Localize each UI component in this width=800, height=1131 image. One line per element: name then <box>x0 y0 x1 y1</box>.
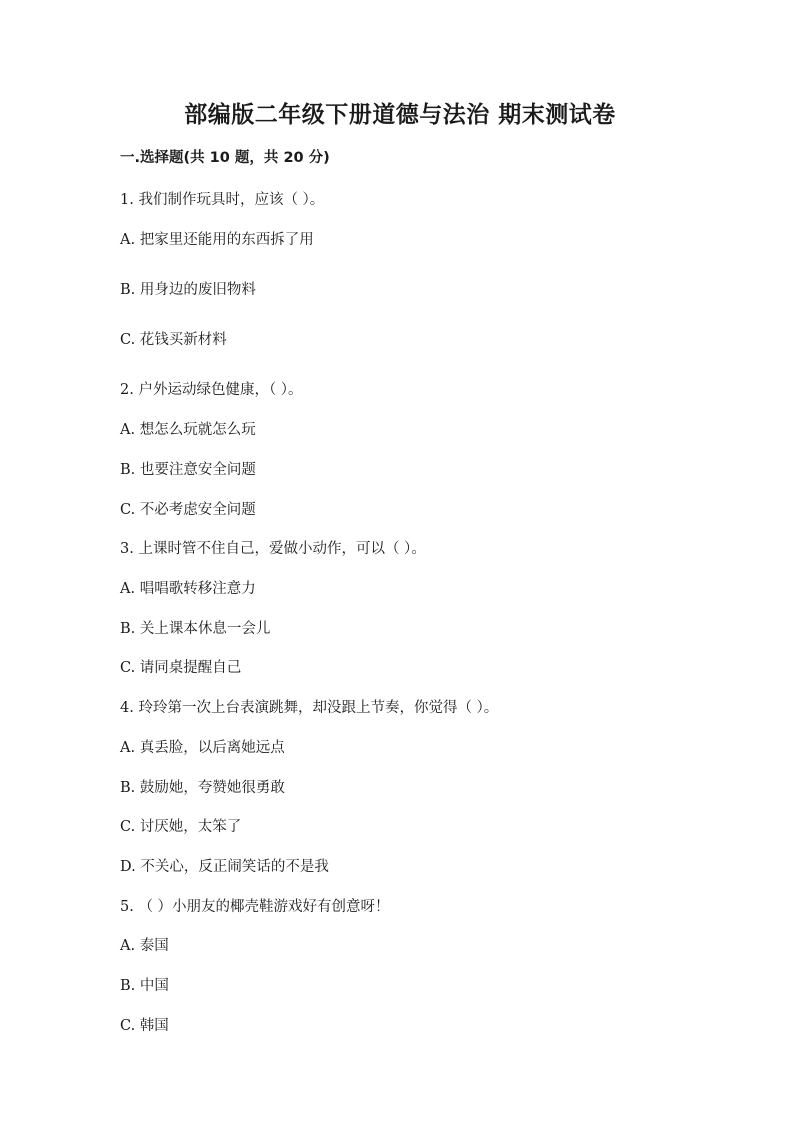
option-c: C. 花钱买新材料 <box>120 332 227 348</box>
option-a: A. 把家里还能用的东西拆了用 <box>120 232 314 248</box>
option-c: C. 请同桌提醒自己 <box>120 660 242 676</box>
question-stem: 2. 户外运动绿色健康，（ ）。 <box>120 382 303 398</box>
question-stem: 5. （ ）小朋友的椰壳鞋游戏好有创意呀！ <box>120 899 390 915</box>
option-a: A. 想怎么玩就怎么玩 <box>120 422 256 438</box>
option-c: C. 韩国 <box>120 1018 169 1034</box>
question-stem: 1. 我们制作玩具时，应该（ ）。 <box>120 192 325 208</box>
question-stem: 3. 上课时管不住自己，爱做小动作，可以（ ）。 <box>120 541 426 557</box>
option-b: B. 鼓励她，夸赞她很勇敢 <box>120 780 285 796</box>
option-a: A. 泰国 <box>120 938 169 954</box>
option-b: B. 也要注意安全问题 <box>120 462 256 478</box>
option-a: A. 唱唱歌转移注意力 <box>120 581 256 597</box>
option-c: C. 讨厌她，太笨了 <box>120 819 242 835</box>
question-stem: 4. 玲玲第一次上台表演跳舞，却没跟上节奏，你觉得（ ）。 <box>120 700 499 716</box>
option-b: B. 关上课本休息一会儿 <box>120 621 271 637</box>
option-b: B. 中国 <box>120 978 169 994</box>
option-d: D. 不关心，反正闹笑话的不是我 <box>120 859 329 875</box>
section-heading: 一.选择题(共 10 题，共 20 分) <box>120 150 330 166</box>
option-a: A. 真丢脸，以后离她远点 <box>120 740 285 756</box>
page-title: 部编版二年级下册道德与法治 期末测试卷 <box>184 102 616 128</box>
option-c: C. 不必考虑安全问题 <box>120 502 256 518</box>
option-b: B. 用身边的废旧物料 <box>120 282 256 298</box>
